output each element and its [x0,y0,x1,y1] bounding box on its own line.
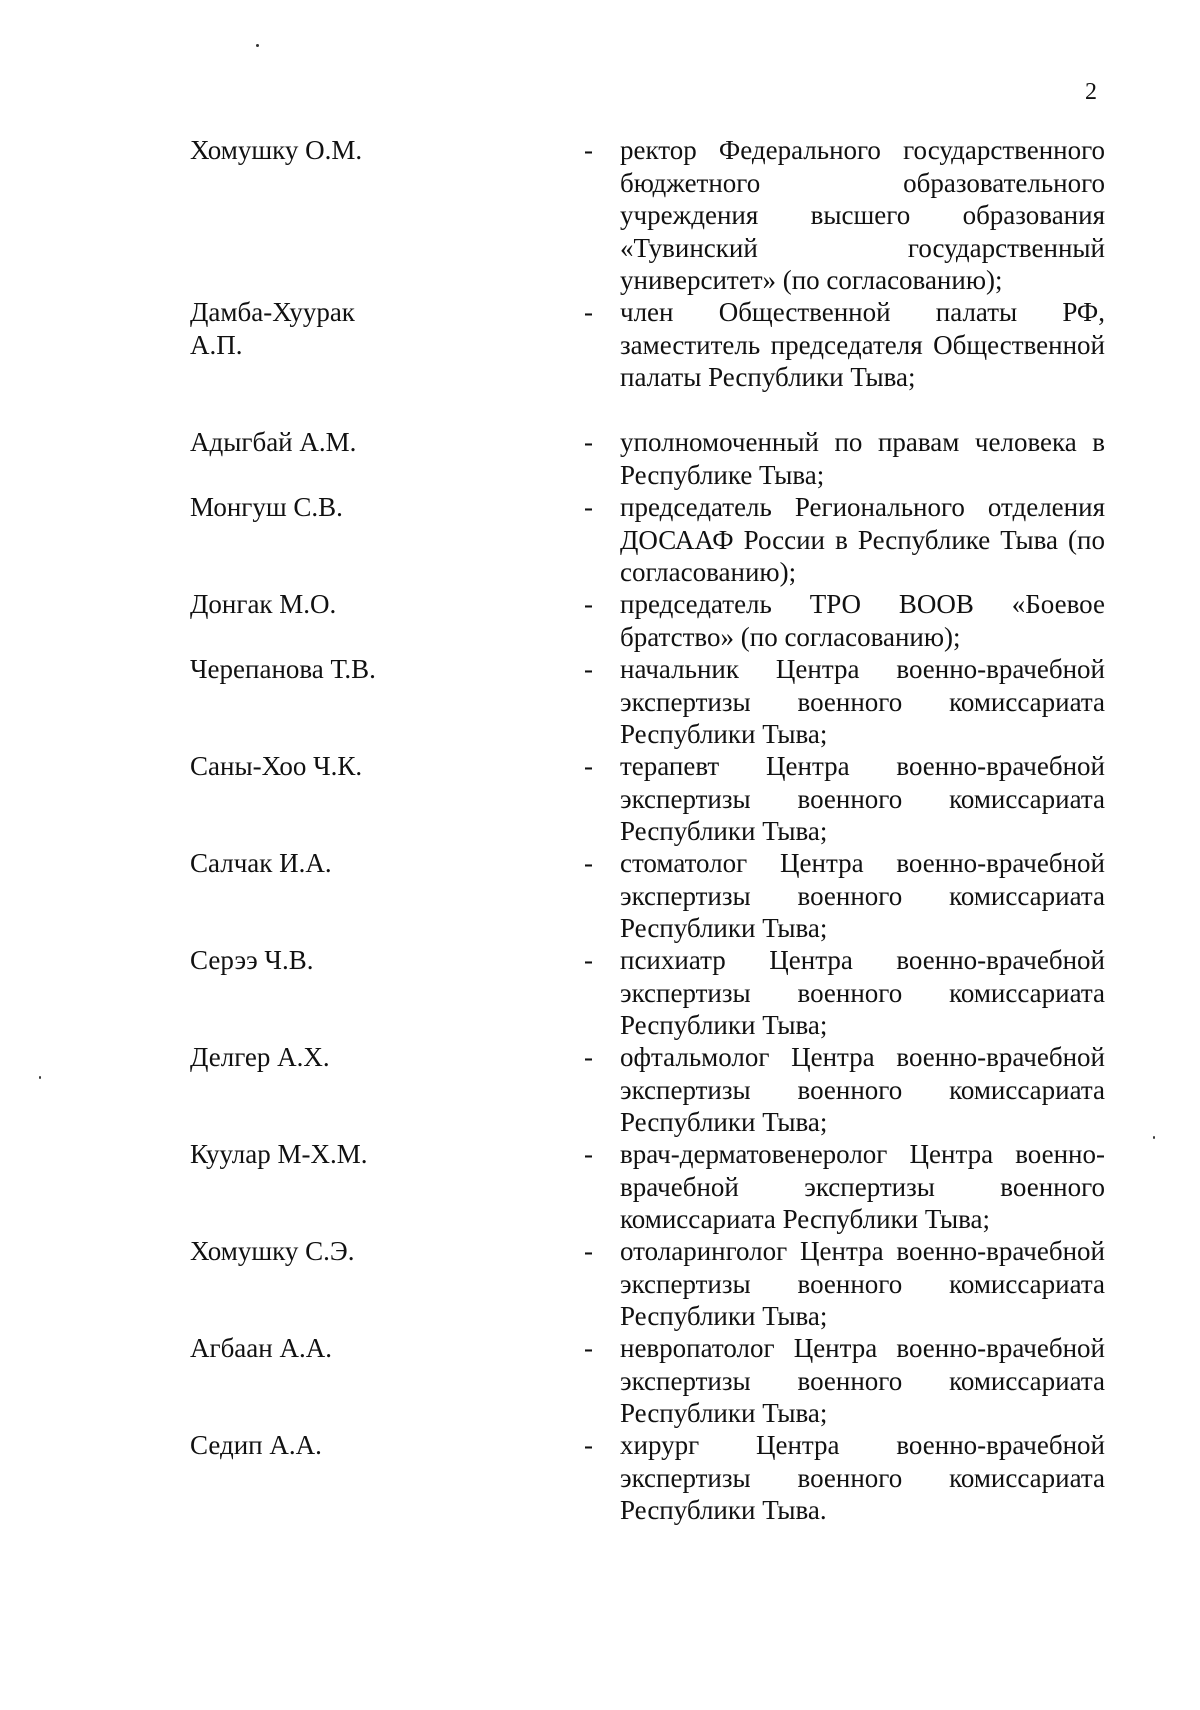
member-entry [0,847,1200,944]
member-name: Саны-Хоо Ч.К. [190,751,363,781]
member-position: невропатолог Центра военно-врачебной экспертизы военного комиссариата Республики Тыва; [620,1333,1105,1429]
member-name: Хомушку О.М. [190,135,363,165]
commission-member-list [0,134,1200,1526]
member-dash: - [584,1042,593,1072]
member-position: офтальмолог Центра военно-врачебной экспертизы военного комиссариата Республики Тыва; [620,1042,1105,1138]
member-entry [0,944,1200,1041]
member-name: Салчак И.А. [190,848,332,878]
member-dash: - [584,751,593,781]
member-name: Донгак М.О. [190,589,337,619]
member-name: Адыгбай А.М. [190,427,357,457]
member-dash: - [584,135,593,165]
member-name: Монгуш С.В. [190,492,343,522]
member-name: Делгер А.Х. [190,1042,330,1072]
member-entry [0,426,1200,491]
member-dash: - [584,589,593,619]
member-name: Седип А.А. [190,1430,322,1460]
member-name: Куулар М-Х.М. [190,1139,368,1169]
member-dash: - [584,1333,593,1363]
member-entry [0,491,1200,588]
member-entry [0,134,1200,296]
member-entry [0,750,1200,847]
member-position: отоларинголог Центра военно-врачебной экспертизы военного комиссариата Республики Тыва; [620,1236,1105,1332]
member-position: психиатр Центра военно-врачебной экспертизы военного комиссариата Республики Тыва; [620,945,1105,1041]
member-position: председатель ТРО ВООВ «Боевое братство» (по согласованию); [620,589,1105,652]
page-number: 2 [1085,79,1097,105]
member-name: Серээ Ч.В. [190,945,314,975]
member-dash: - [584,492,593,522]
member-name: Дамба-Хуурак А.П. [190,297,355,360]
member-position: врач-дерматовенеролог Центра военно-врачебной экспертизы военного комиссариата Республики Тыва; [620,1139,1105,1235]
member-dash: - [584,1139,593,1169]
member-name: Черепанова Т.В. [190,654,376,684]
member-dash: - [584,427,593,457]
member-name: Хомушку С.Э. [190,1236,355,1266]
member-entry [0,1332,1200,1429]
member-entry [0,653,1200,750]
member-dash: - [584,848,593,878]
member-position: председатель Регионального отделения ДОСААФ России в Республике Тыва (по согласованию); [620,492,1105,588]
member-position: начальник Центра военно-врачебной экспертизы военного комиссариата Республики Тыва; [620,654,1105,750]
member-entry [0,588,1200,653]
member-entry [0,1429,1200,1526]
member-dash: - [584,297,593,327]
member-dash: - [584,654,593,684]
member-entry [0,1235,1200,1332]
member-position: хирург Центра военно-врачебной экспертизы военного комиссариата Республики Тыва. [620,1430,1105,1526]
member-entry [0,1041,1200,1138]
member-name: Агбаан А.А. [190,1333,332,1363]
member-entry [0,1138,1200,1235]
member-dash: - [584,945,593,975]
member-position: уполномоченный по правам человека в Республике Тыва; [620,427,1105,490]
member-entry [0,296,1200,426]
member-position: ректор Федерального государственного бюджетного образовательного учреждения высшего образования «Тувинский государственный университет» (по согласованию); [620,135,1105,296]
member-dash: - [584,1430,593,1460]
member-position: член Общественной палаты РФ, заместитель председателя Общественной палаты Республики Тыва; [620,297,1105,393]
member-position: терапевт Центра военно-врачебной экспертизы военного комиссариата Республики Тыва; [620,751,1105,847]
scan-speck [256,44,259,47]
member-dash: - [584,1236,593,1266]
member-position: стоматолог Центра военно-врачебной экспертизы военного комиссариата Республики Тыва; [620,848,1105,944]
